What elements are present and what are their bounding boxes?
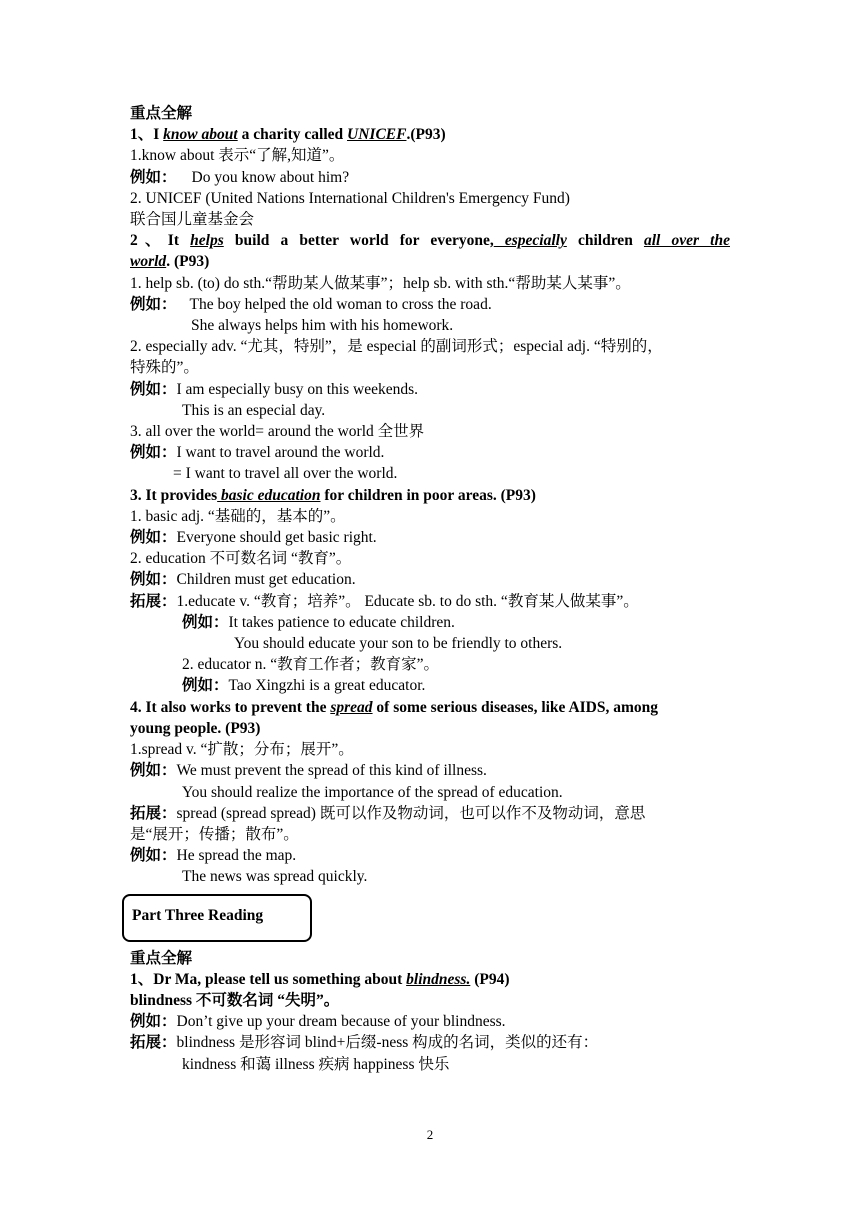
- example-line: 例如： Do you know about him?: [130, 168, 350, 186]
- point-heading-reading-1: 1、Dr Ma, please tell us something about blindness. (P94): [130, 970, 510, 988]
- example-cont: You should realize the importance of the spread of education.: [182, 783, 563, 801]
- part-three-box: Part Three Reading: [122, 894, 312, 942]
- text-line: 2. especially adv. “尤其，特别”，是 especial 的副词形式；especial adj. “特别的，: [130, 338, 663, 356]
- text-line: 1. help sb. (to) do sth.“帮助某人做某事”；help sb. with sth.“帮助某人某事”。: [130, 274, 631, 292]
- example-cont: This is an especial day.: [182, 401, 326, 419]
- point-heading-3: 3. It provides basic education for children in poor areas. (P93): [130, 486, 536, 504]
- text-line: 1. basic adj. “基础的，基本的”。: [130, 507, 346, 525]
- point-heading-4: 4. It also works to prevent the spread of some serious diseases, like AIDS, among: [130, 698, 659, 716]
- text-line: 1.know about 表示“了解,知道”。: [130, 147, 345, 165]
- text-line: 3. all over the world= around the world 全世界: [130, 423, 425, 441]
- text-line: 特殊的”。: [130, 359, 199, 377]
- example-cont: The news was spread quickly.: [182, 868, 368, 886]
- example-line: 例如：Everyone should get basic right.: [130, 529, 377, 547]
- example-line: 例如：It takes patience to educate children.: [182, 613, 455, 631]
- example-line: 例如：He spread the map.: [130, 847, 297, 865]
- point-heading-4-cont: young people. (P93): [130, 719, 261, 737]
- text-line: 是“展开；传播；散布”。: [130, 825, 299, 843]
- point-heading-1: 1、I know about a charity called UNICEF.(P93): [130, 126, 446, 144]
- example-line: 例如：Don’t give up your dream because of your blindness.: [130, 1013, 506, 1031]
- point-heading-2: 2、It helps build a better world for everyone, especially children all over the: [130, 232, 730, 250]
- extension-line: 拓展：blindness 是形容词 blind+后缀-ness 构成的名词，类似的还有：: [130, 1034, 599, 1052]
- page-number: 2: [426, 1127, 434, 1142]
- example-line: 例如：I am especially busy on this weekends.: [130, 380, 418, 398]
- text-line: 联合国儿童基金会: [130, 211, 255, 229]
- example-line: 例如：We must prevent the spread of this kind of illness.: [130, 762, 487, 780]
- example-cont: She always helps him with his homework.: [191, 317, 454, 335]
- extension-line: 拓展：spread (spread spread) 既可以作及物动词，也可以作不及物动词，意思: [130, 804, 646, 822]
- example-cont: = I want to travel all over the world.: [173, 465, 398, 483]
- example-cont: kindness 和蔼 illness 疾病 happiness 快乐: [182, 1055, 450, 1073]
- example-line: 例如：I want to travel around the world.: [130, 444, 385, 462]
- text-line: 2. educator n. “教育工作者；教育家”。: [182, 656, 439, 674]
- extension-line: 拓展：1.educate v. “教育；培养”。 Educate sb. to do sth. “教育某人做某事”。: [130, 592, 639, 610]
- text-line: blindness 不可数名词 “失明”。: [130, 991, 340, 1009]
- example-line: 例如： The boy helped the old woman to cross the road.: [130, 295, 492, 313]
- text-line: 2. UNICEF (United Nations International Children's Emergency Fund): [130, 189, 570, 207]
- text-line: 1.spread v. “扩散；分布；展开”。: [130, 741, 354, 759]
- text-line: 2. education 不可数名词 “教育”。: [130, 550, 352, 568]
- point-heading-2-cont: world. (P93): [130, 253, 210, 271]
- example-line: 例如：Children must get education.: [130, 571, 356, 589]
- document-body: [130, 103, 730, 1075]
- example-line: 例如：Tao Xingzhi is a great educator.: [182, 677, 426, 695]
- example-cont: You should educate your son to be friendly to others.: [234, 635, 563, 653]
- section-heading: 重点全解: [130, 949, 193, 967]
- section-heading: 重点全解: [130, 105, 193, 122]
